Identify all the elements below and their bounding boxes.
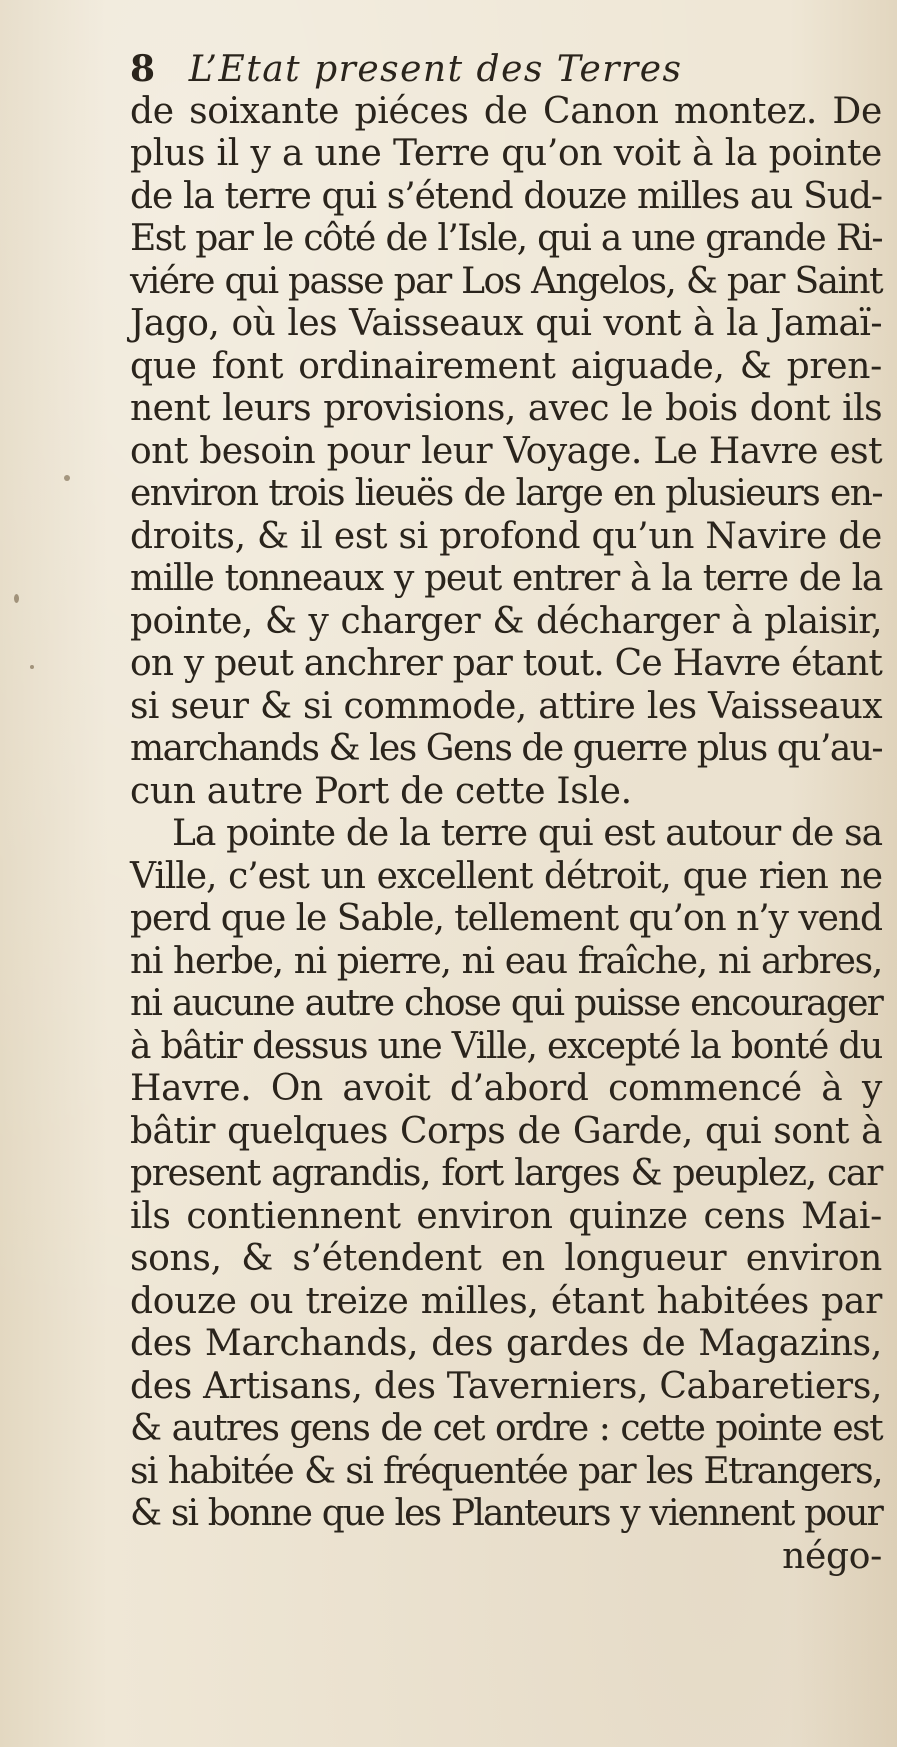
text-line: La pointe de la terre qui est autour de sa: [172, 813, 882, 854]
text-line: bâtir quelques Corps de Garde, qui sont à: [130, 1110, 882, 1152]
text-line: Jago, où les Vaisseaux qui vont à la Jamaï-: [130, 303, 882, 344]
text-line: si seur & si commode, attire les Vaisseaux: [130, 685, 882, 727]
ink-speck: [14, 594, 19, 603]
text-line: cun autre Port de cette Isle.: [130, 770, 632, 812]
text-line: marchands & les Gens de guerre plus qu’au-: [130, 728, 882, 769]
page-number: 8: [130, 48, 155, 90]
text-line: des Artisans, des Taverniers, Cabaretiers,: [130, 1365, 883, 1407]
body-text: [130, 91, 882, 1536]
text-line: Ville, c’est un excellent détroit, que rien ne: [130, 855, 882, 897]
text-line: environ trois lieuës de large en plusieurs en-: [130, 473, 882, 514]
text-line: & si bonne que les Planteurs y viennent pour: [130, 1493, 882, 1534]
text-line: Est par le côté de l’Isle, qui a une grande Ri-: [130, 218, 882, 259]
text-line: mille tonneaux y peut entrer à la terre de la: [130, 558, 882, 599]
text-line: sons, & s’étendent en longueur environ: [130, 1238, 882, 1279]
text-line: si habitée & si fréquentée par les Etrangers,: [130, 1450, 882, 1492]
text-line: droits, & il est si profond qu’un Navire de: [130, 515, 882, 557]
text-line: present agrandis, fort larges & peuplez, car: [130, 1153, 882, 1194]
text-line: ni herbe, ni pierre, ni eau fraîche, ni arbres,: [130, 940, 882, 982]
text-line: perd que le Sable, tellement qu’on n’y vend: [130, 898, 882, 939]
text-line: plus il y a une Terre qu’on voit à la pointe: [130, 133, 882, 174]
text-line: de la terre qui s’étend douze milles au Sud-: [130, 175, 882, 217]
text-line: des Marchands, des gardes de Magazins,: [130, 1323, 882, 1364]
text-line: ni aucune autre chose qui puisse encourager: [130, 983, 882, 1024]
text-line: viére qui passe par Los Angelos, & par Saint: [130, 260, 882, 302]
text-line: & autres gens de cet ordre : cette pointe est: [130, 1408, 882, 1449]
text-line: ont besoin pour leur Voyage. Le Havre est: [130, 430, 882, 472]
text-line: ils contiennent environ quinze cens Mai-: [130, 1195, 882, 1237]
text-line: de soixante piéces de Canon montez. De: [130, 90, 882, 132]
ink-speck: [30, 665, 34, 669]
text-line: douze ou treize milles, étant habitées par: [130, 1280, 882, 1322]
text-line: pointe, & y charger & décharger à plaisir,: [130, 600, 882, 642]
text-line: nent leurs provisions, avec le bois dont ils: [130, 388, 882, 429]
text-line: à bâtir dessus une Ville, excepté la bonté du: [130, 1025, 882, 1067]
paragraph: [130, 91, 882, 814]
text-line: que font ordinairement aiguade, & pren-: [130, 345, 882, 387]
text-line: on y peut anchrer par tout. Ce Havre étant: [130, 643, 882, 684]
text-line: Havre. On avoit d’abord commencé à y: [130, 1068, 882, 1109]
text-block: [130, 48, 882, 1578]
running-head: L’Etat present des Terres: [188, 49, 683, 90]
paragraph: [130, 813, 882, 1536]
catchword: négo-: [782, 1535, 882, 1577]
running-header: [130, 48, 882, 91]
ink-speck: [64, 475, 70, 481]
